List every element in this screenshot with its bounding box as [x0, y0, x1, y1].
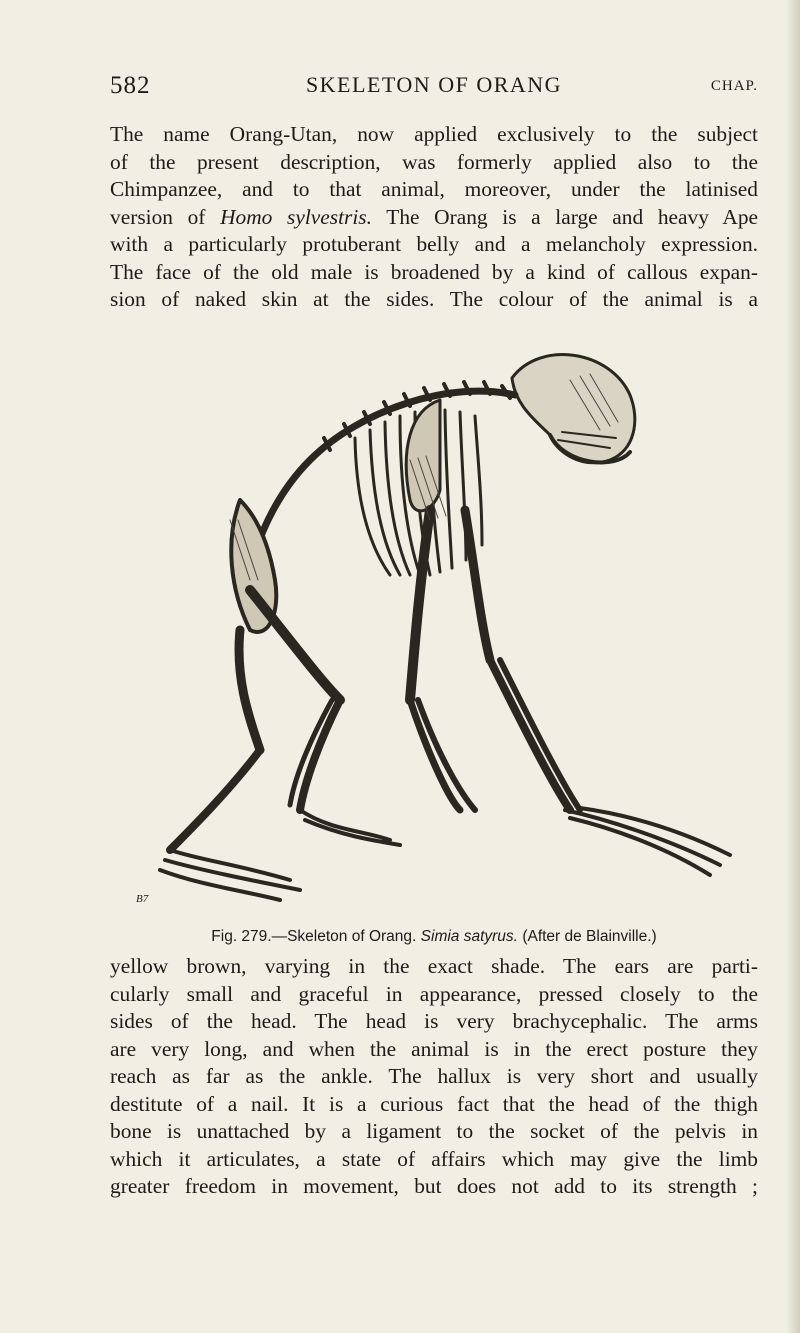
text-fragment: The Orang is a large and heavy Ape — [386, 204, 758, 229]
text-line: with a particularly protuberant belly and a melancholy expression. — [110, 232, 758, 256]
text-line: yellow brown, varying in the exact shade. The ears are parti- — [110, 954, 758, 978]
text-line: greater freedom in movement, but does not add to its strength ; — [110, 1174, 758, 1198]
text-line: of the present description, was formerly applied also to the — [110, 149, 758, 174]
text-fragment: version of — [110, 204, 206, 229]
caption-prefix: Fig. 279.—Skeleton of Orang. — [211, 928, 417, 945]
text-line: Chimpanzee, and to that animal, moreover, under the latinised — [110, 177, 758, 201]
text-line: destitute of a nail. It is a curious fact that the head of the thigh — [110, 1091, 758, 1116]
text-line: which it articulates, a state of affairs which may give the limb — [110, 1146, 758, 1171]
text-line: bone is unattached by a ligament to the socket of the pelvis in — [110, 1119, 758, 1143]
text-line: cularly small and graceful in appearance, pressed closely to the — [110, 981, 758, 1006]
text-line: are very long, and when the animal is in the erect posture they — [110, 1036, 758, 1061]
back-tibia — [170, 750, 260, 850]
chapter-label: CHAP. — [710, 78, 758, 94]
front-forearm — [490, 660, 570, 810]
foot — [300, 810, 400, 845]
text-line: The face of the old male is broadened by a kind of callous expan- — [110, 259, 758, 284]
figure-skeleton — [110, 340, 758, 920]
scapula — [406, 400, 440, 511]
front-hand — [565, 808, 730, 875]
page-number: 582 — [110, 72, 151, 99]
paragraph-bottom — [110, 953, 758, 1201]
italic-term: Homo sylvestris. — [220, 204, 372, 229]
fibula — [290, 700, 332, 805]
figure-caption — [110, 928, 758, 946]
running-title: SKELETON OF ORANG — [305, 72, 563, 97]
text-line-with-italic — [110, 204, 758, 232]
text-line: The name Orang-Utan, now applied exclusively to the subject — [110, 122, 758, 146]
skull — [512, 355, 635, 463]
text-line: sides of the head. The head is very brachycephalic. The arms — [110, 1009, 758, 1033]
radius — [410, 700, 460, 810]
caption-suffix: (After de Blainville.) — [522, 928, 657, 945]
caption-species: Simia satyrus. — [420, 928, 518, 945]
page-edge-shadow — [786, 0, 800, 1333]
front-humerus — [465, 510, 490, 660]
femur — [250, 590, 340, 700]
running-head — [110, 72, 758, 106]
text-line: reach as far as the ankle. The hallux is very short and usually — [110, 1064, 758, 1088]
back-foot — [160, 850, 300, 900]
front-forearm-b — [500, 660, 580, 810]
figure-label-mark: B7 — [136, 893, 149, 905]
skeleton-illustration — [110, 340, 758, 920]
humerus — [410, 510, 430, 700]
text-line: sion of naked skin at the sides. The colour of the animal is a — [110, 287, 758, 311]
back-femur — [239, 630, 260, 750]
paragraph-top — [110, 121, 758, 314]
